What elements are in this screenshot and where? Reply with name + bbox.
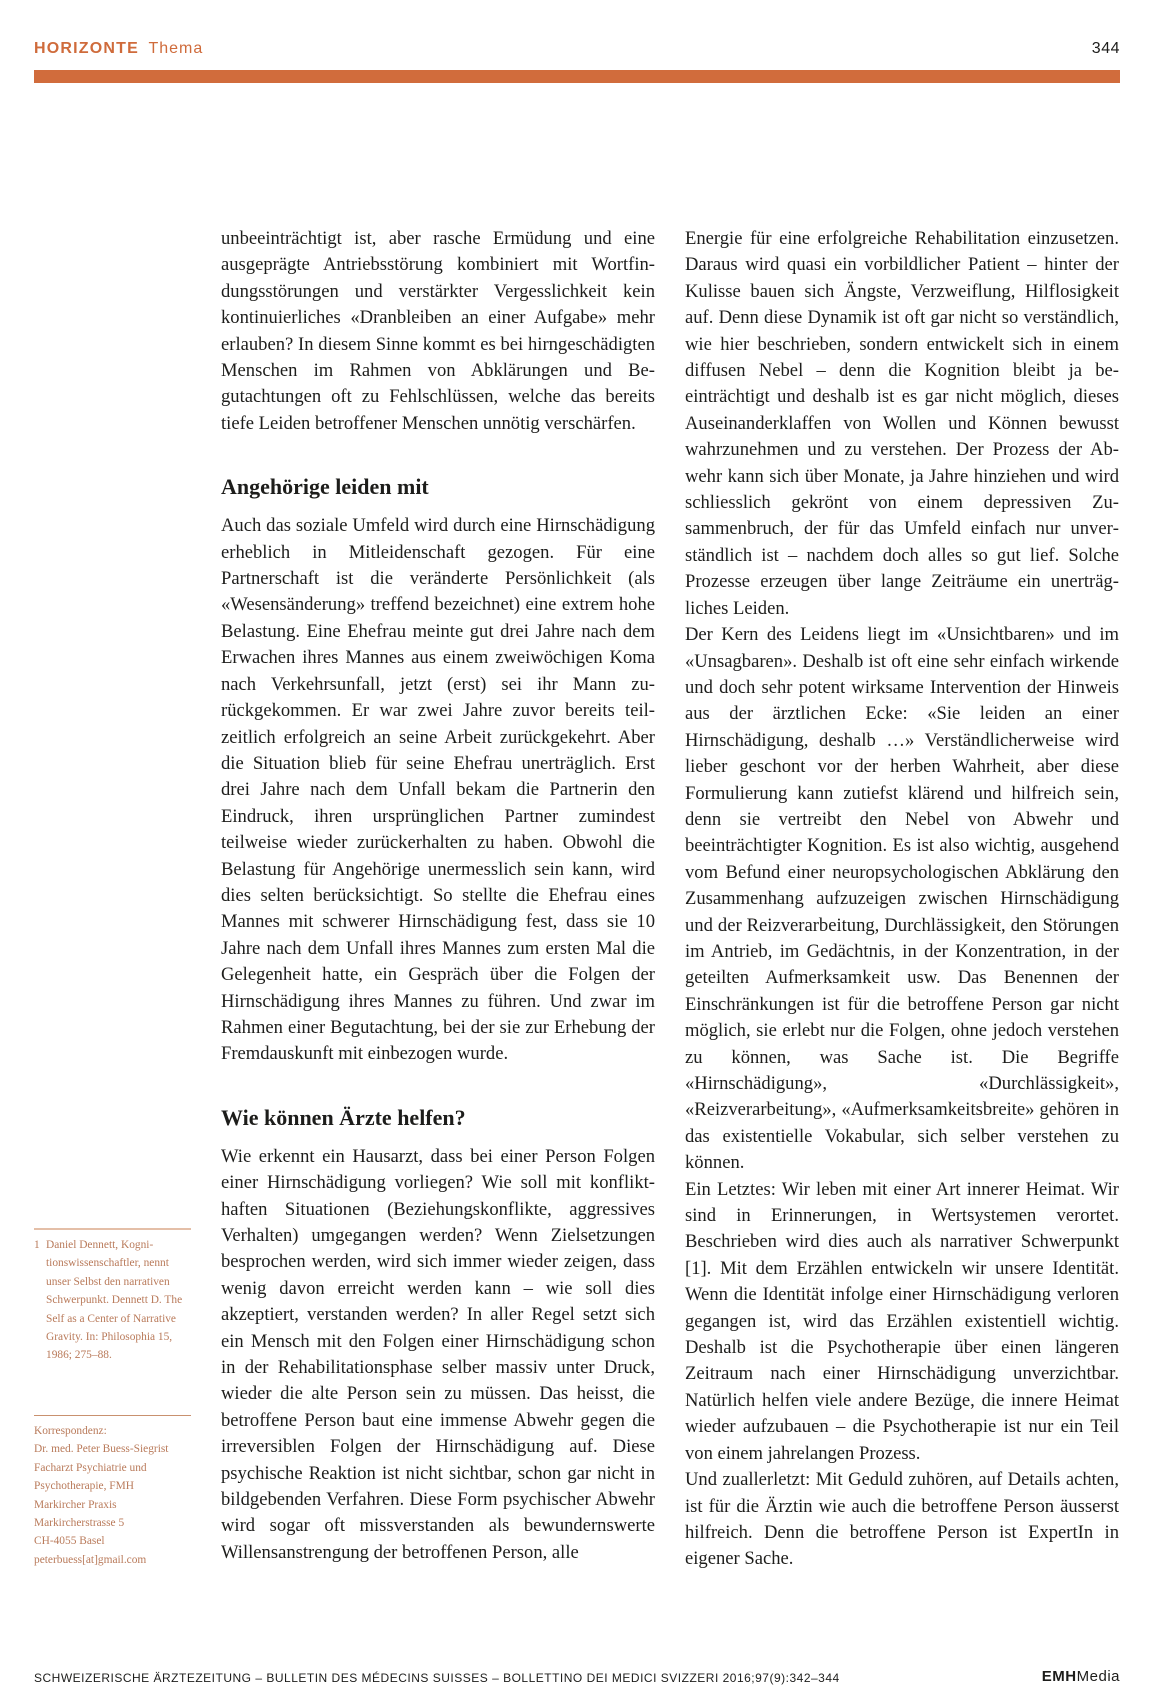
correspondence-title-2: Psychotherapie, FMH [34, 1480, 134, 1493]
correspondence-city: CH-4055 Basel [34, 1535, 105, 1548]
journal-citation: SCHWEIZERISCHE ÄRZTEZEITUNG – BULLETIN DES MÉDECINS SUISSES – BOLLETTINO DEI MEDICI SVIZZERI 2016;97(9):342–344 [34, 1671, 840, 1685]
intro-paragraph: unbeeinträchtigt ist, aber rasche Ermüdung und eine ausgeprägte Antriebsstörung kombiniert mit Wortfindungsstörungen und verstärkter Vergesslichkeit kein kontinuierliches «Dranbleiben an einer Aufgabe» mehr erlauben? In diesem Sinne kommt es bei hirngeschädigten Menschen im Rahmen von Abklärungen und Begutachtungen oft zu Fehlschlüssen, welche das bereits tiefe Leiden betroffener Menschen unnötig verschärfen. [221, 228, 655, 434]
footnote-divider [34, 1228, 191, 1230]
section-heading-angehoerige: Angehörige leiden mit [221, 474, 429, 500]
publisher-logo-rest: Media [1076, 1668, 1120, 1685]
header-accent-bar [34, 70, 1120, 83]
correspondence-email[interactable]: peterbuess[at]gmail.com [34, 1553, 147, 1566]
article-column-left [221, 226, 655, 1566]
paragraph-ein-letztes: Ein Letztes: Wir leben mit einer Art innerer Heimat. Wir sind in Erinnerungen, in Wertsystemen verortet. Beschrieben wird dies auch als narrativer Schwerpunkt [1]. Mit dem Erzählen entwickeln wir unsere Identität. Wenn die Identität infolge einer Hirnschädigung verloren gegangen ist, wird das Erzählen existentiell wichtig. Deshalb ist die Psychotherapie über einen längeren Zeitraum nach einer Hirnschädigung unverzichtbar. Natürlich helfen viele andere Bezüge, die innere Heimat wieder aufzubauen – die Psychotherapie ist nur ein Teil von einem jahrelangen Prozess. [685, 1178, 1119, 1464]
paragraph-zuallerletzt: Und zuallerletzt: Mit Geduld zuhören, auf Details achten, ist für die Ärztin wie auch die betroffene Person äusserst hilfreich. Denn die betroffene Person ist ExpertIn in eigener Sache. [685, 1469, 1119, 1570]
footnote [34, 1228, 191, 1365]
paragraph-kern-des-leidens: Der Kern des Leidens liegt im «Unsichtbaren» und im «Unsagbaren». Deshalb ist oft eine sehr einfach wirkende und doch sehr potent wirksame Intervention der Hinweis aus der ärztlichen Ecke: «Sie leiden an einer Hirnschädigung, deshalb …» Verständlicherweise wird lieber geschont vor der herben Wahrheit, aber diese Formulierung kann zutiefst klärend und hilfreich sein, denn sie vertreibt den Nebel von Abwehr und beeinträchtigter Kognition. Es ist also wichtig, ausgehend vom Befund einer neuropsychologischen Abklärung den Zusammenhang aufzuzeigen zwischen Hirnschädigung und der Reizverarbeitung, Durchlässigkeit, den Störungen im Antrieb, im Gedächtnis, in der Konzentration, in der geteilten Aufmerksamkeit usw. Das Benennen der Einschränkungen ist für die betroffene Person gar nicht möglich, sie erlebt nur die Folgen, ohne jedoch verstehen zu können, was Sache ist. Die Begriffe «Hirnschädigung», «Durchlässigkeit», «Reizverarbeitung», «Aufmerksamkeitsbreite» gehören in das existentielle Vokabular, sich selber verstehen zu können. [685, 624, 1119, 1174]
correspondence-block [34, 1415, 191, 1569]
publisher-logo-bold: EMH [1041, 1668, 1077, 1685]
paragraph-rehabilitation: Energie für eine erfolgreiche Rehabilitation einzusetzen. Daraus wird quasi ein vorbildlicher Patient – hinter der Kulisse bauen sich Ängste, Verzweiflung, Hilflosigkeit auf. Denn diese Dynamik ist oft gar nicht so verständlich, wie hier beschrieben, sondern entwickelt sich in einem diffusen Nebel – denn die Kognition bleibt ja beeinträchtigt und deshalb ist es gar nicht möglich, dieses Auseinanderklaffen von Wollen und Können bewusst wahrzunehmen und zu verstehen. Der Prozess der Abwehr kann sich über Monate, ja Jahre hinziehen und wird schliesslich gekrönt von einem depressiven Zusammenbruch, der für das Umfeld einfach nur unverständlich ist – nachdem doch alles so gut lief. Solche Prozesse erzeugen über lange Zeiträume ein unerträgliches Leiden. [685, 228, 1119, 619]
footnote-number: 1 [34, 1239, 40, 1251]
running-header [34, 40, 1120, 62]
footnote-text: Daniel Dennett, Kognitionswissenschaftler, nennt unser Selbst den narrativen Schwerpunkt. Dennett D. The Self as a Center of Narrative Gravity. In: Philosophia 15, 1986; 275–88. [46, 1239, 183, 1362]
publisher-logo [1042, 1668, 1120, 1685]
section-label: HORIZONTE [34, 40, 140, 57]
page-number: 344 [1091, 40, 1120, 57]
correspondence-label: Korrespondenz: [34, 1425, 107, 1437]
running-footer [34, 1668, 1120, 1691]
paragraph-aerzte: Wie erkennt ein Hausarzt, dass bei einer Person Folgen einer Hirnschädigung vorliegen? Wie soll mit konflikthaften Situationen (Beziehungskonflikte, aggressives Verhalten) umgegangen werden? Wenn Zielsetzungen besprochen werden, wird sich immer wieder zeigen, dass wenig davon erreicht werden kann – wie soll dies akzeptiert, verstanden werden? In aller Regel setzt sich ein Mensch mit den Folgen einer Hirnschädigung schon in der Rehabilitationsphase selber massiv unter Druck, wieder die alte Person sein zu müssen. Das heisst, die betroffene Person baut eine immense Abwehr gegen die irreversiblen Folgen der Hirnschädigung auf. Diese psychische Reaktion ist nicht sichtbar, schon gar nicht in bildgebenden Verfahren. Diese Form psychischer Abwehr wird sogar oft missverstanden als bewundernswerte Willensanstrengung der betroffenen Person, alle [221, 1145, 655, 1563]
correspondence-practice: Markircher Praxis [34, 1498, 117, 1511]
topic-label: Thema [148, 40, 204, 57]
article-column-right [685, 226, 1119, 1573]
correspondence-title-1: Facharzt Psychiatrie und [34, 1461, 147, 1474]
correspondence-name: Dr. med. Peter Buess-Siegrist [34, 1443, 169, 1456]
correspondence-divider [34, 1415, 191, 1416]
paragraph-angehoerige: Auch das soziale Umfeld wird durch eine Hirnschädigung erheblich in Mitleidenschaft gezogen. Für eine Partnerschaft ist die veränderte Persönlichkeit (als «Wesensänderung» treffend bezeichnet) eine extrem hohe Belastung. Eine Ehefrau meinte gut drei Jahre nach dem Erwachen ihres Mannes aus einem zweiwöchigen Koma nach Verkehrsunfall, jetzt (erst) sei ihr Mann zurückgekommen. Er war zwei Jahre zuvor bereits teilzeitlich erfolgreich an seine Arbeit zurückgekehrt. Aber die Situation blieb für seine Ehefrau unerträglich. Erst drei Jahre nach dem Unfall bekam die Partnerin den Eindruck, ihren ursprünglichen Partner zumindest teilweise wieder zurückerhalten zu haben. Obwohl die Belastung für Angehörige unermesslich sein kann, wird dies selten berücksichtigt. So stellte die Ehefrau eines Mannes mit schwerer Hirnschädigung fest, dass sie 10 Jahre nach dem Unfall ihres Mannes zum ersten Mal die Gelegenheit hatte, ein Gespräch über die Folgen der Hirnschädigung ihres Mannes zu führen. Und zwar im Rahmen einer Begutachtung, bei der sie zur Erhebung der Fremdauskunft mit einbezogen wurde. [221, 515, 655, 1065]
section-heading-aerzte: Wie können Ärzte helfen? [221, 1104, 466, 1130]
correspondence-street: Markircherstrasse 5 [34, 1517, 125, 1530]
